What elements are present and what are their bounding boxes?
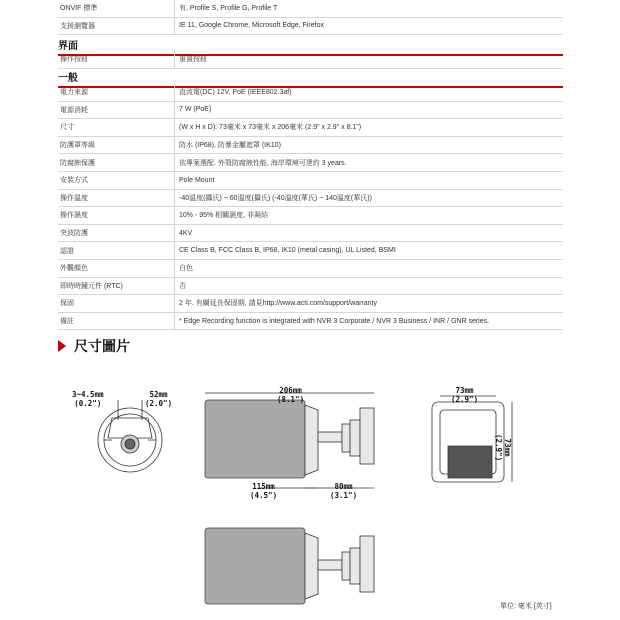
side-view xyxy=(205,393,374,488)
spec-key: 電力來源 xyxy=(60,89,88,97)
dimension-label: 115mm (4.5") xyxy=(250,482,278,500)
dimension-label: 206mm (8.1") xyxy=(277,386,305,404)
spec-key: 防護罩等級 xyxy=(60,142,95,150)
spec-value: (W x H x D): 73毫米 x 73毫米 x 206毫米 (2.9" x 2.9" x 8.1") xyxy=(174,119,563,136)
spec-key: 突波防護 xyxy=(60,230,88,238)
spec-key: 安裝方式 xyxy=(60,177,88,185)
spec-key: 電源消耗 xyxy=(60,106,88,114)
spec-value: 白色 xyxy=(174,260,563,277)
spec-key: 認證 xyxy=(60,247,74,255)
dimension-label: 73mm (2.9") xyxy=(494,434,512,462)
spec-key: ONVIF 標準 xyxy=(60,5,98,13)
spec-value: IE 11, Google Chrome, Microsoft Edge, Firefox xyxy=(174,18,563,35)
spec-value: 否 xyxy=(174,278,563,295)
dimension-label: 3~4.5mm (0.2") xyxy=(72,390,104,408)
spec-value: 依專案選配. 外殼防腐蝕性能, 海岸環境可達約 3 years. xyxy=(174,154,563,171)
spec-key: 備註 xyxy=(60,318,74,326)
spec-key: 操作濕度 xyxy=(60,212,88,220)
bottom-view xyxy=(205,528,374,604)
spec-key: 支援瀏覽器 xyxy=(60,22,95,30)
spec-key: 操作溫度 xyxy=(60,194,88,202)
dimension-label: 52mm (2.0") xyxy=(145,390,173,408)
section-interface-title: 界面 xyxy=(58,37,563,56)
spec-value: * Edge Recording function is integrated with NVR 3 Corporate / NVR 3 Business / INR / GNR series. xyxy=(174,313,563,330)
spec-value: -40溫度(攝氏) ~ 60溫度(攝氏) (-40溫度(華氏) ~ 140溫度(華氏)) xyxy=(174,190,563,207)
spec-value: 4KV xyxy=(174,225,563,242)
spec-value: 7 W (PoE) xyxy=(174,102,563,119)
spec-key: 保固 xyxy=(60,300,74,308)
spec-key: 尺寸 xyxy=(60,124,74,132)
unit-note: 單位: 毫米 [英寸] xyxy=(500,603,552,610)
spec-value: CE Class B, FCC Class B, IP68, IK10 (metal casing), UL Listed, BSMI xyxy=(174,242,563,259)
dimension-heading: 尺寸圖片 xyxy=(58,336,130,356)
dimension-label: 73mm (2.9") xyxy=(451,386,479,404)
spec-value: Pole Mount xyxy=(174,172,563,189)
dimension-label: 80mm (3.1") xyxy=(330,482,358,500)
spec-value: 直流電(DC) 12V, PoE (IEEE802.3af) xyxy=(174,84,563,101)
spec-value: 防水 (IP68), 防暴金屬遮罩 (IK10) xyxy=(174,137,563,154)
spec-key: 外觀顏色 xyxy=(60,265,88,273)
front-view xyxy=(98,400,162,472)
spec-value: 重置按鈕 xyxy=(174,51,563,68)
spec-key: 即時時鐘元件 (RTC) xyxy=(60,282,123,290)
spec-value: 有, Profile S, Profile G, Profile T xyxy=(174,0,563,17)
spec-key: 操作按鈕 xyxy=(60,56,88,64)
spec-key: 防腐蝕保護 xyxy=(60,159,95,167)
section-general-title: 一般 xyxy=(58,69,563,88)
spec-value: 10% - 95% 相關濕度, 非凝結 xyxy=(174,207,563,224)
spec-value: 2 年. 有關延長保固期, 請見http://www.acti.com/support/warranty xyxy=(174,295,563,312)
